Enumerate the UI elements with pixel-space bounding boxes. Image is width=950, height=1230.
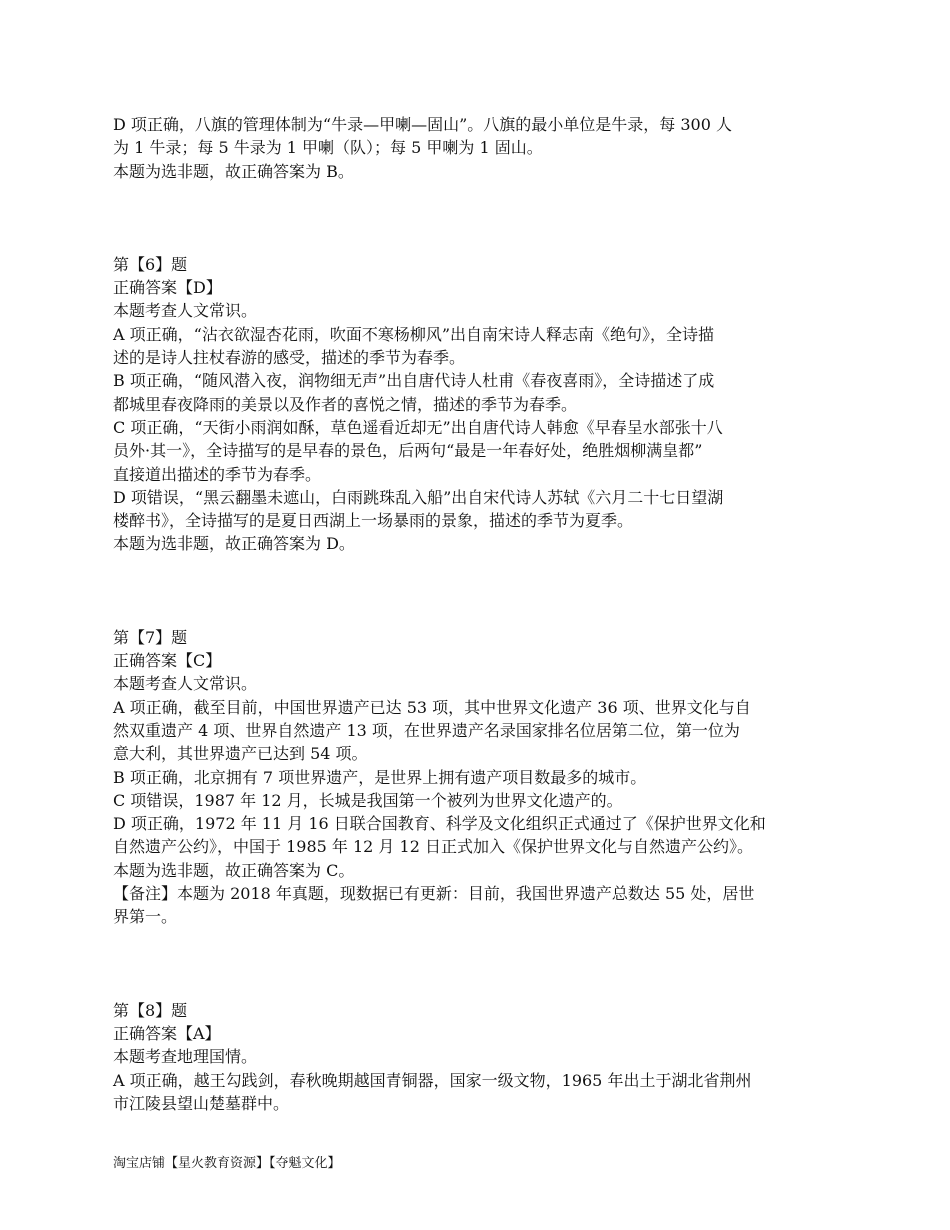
- correct-answer: 正确答案【A】: [113, 1023, 221, 1043]
- text-line: B 项正确，“随风潜入夜，润物细无声”出自唐代诗人杜甫《春夜喜雨》，全诗描述了成: [113, 371, 715, 391]
- question-6-section: [113, 253, 840, 556]
- question-8-section: [113, 999, 840, 1115]
- question-topic: 本题考查人文常识。: [113, 674, 258, 694]
- question-topic: 本题考查地理国情。: [113, 1047, 258, 1067]
- text-line: 直接道出描述的季节为春季。: [113, 464, 322, 484]
- question-title: 第【8】题: [113, 1000, 188, 1020]
- text-line: 自然遗产公约》，中国于 1985 年 12 月 12 日正式加入《保护世界文化与自然遗产公约》。: [113, 837, 753, 857]
- text-line: 本题为选非题，故正确答案为 B。: [113, 161, 354, 181]
- section-spacer: [113, 929, 840, 999]
- question-title: 第【6】题: [113, 254, 188, 274]
- note-line: 界第一。: [113, 907, 178, 927]
- text-line: 然双重遗产 4 项、世界自然遗产 13 项，在世界遗产名录国家排名位居第二位，第一位为: [113, 720, 740, 740]
- text-line: 本题为选非题，故正确答案为 D。: [113, 534, 355, 554]
- text-line: C 项错误，1987 年 12 月，长城是我国第一个被列为世界文化遗产的。: [113, 790, 623, 810]
- text-line: 楼醉书》，全诗描写的是夏日西湖上一场暴雨的景象，描述的季节为夏季。: [113, 511, 634, 531]
- text-line: 本题为选非题，故正确答案为 C。: [113, 860, 355, 880]
- text-line: 意大利，其世界遗产已达到 54 项。: [113, 744, 368, 764]
- text-line: D 项正确，八旗的管理体制为“牛录—甲喇—固山”。八旗的最小单位是牛录，每 300 人: [113, 115, 732, 134]
- text-line: 都城里春夜降雨的美景以及作者的喜悦之情，描述的季节为春季。: [113, 394, 578, 414]
- page-footer: 淘宝店铺【星火教育资源】【夺魁文化】: [113, 1156, 341, 1171]
- document-body: [113, 113, 840, 1115]
- text-line: A 项正确，“沾衣欲湿杏花雨，吹面不寒杨柳风”出自南宋诗人释志南《绝句》，全诗描: [113, 324, 715, 344]
- question-7-section: [113, 626, 840, 929]
- text-line: 述的是诗人拄杖春游的感受，描述的季节为春季。: [113, 348, 466, 368]
- text-line: D 项正确，1972 年 11 月 16 日联合国教育、科学及文化组织正式通过了《保护世界文化和: [113, 814, 766, 834]
- intro-section: [113, 113, 840, 183]
- text-line: 员外·其一》，全诗描写的是早春的景色，后两句“最是一年春好处，绝胜烟柳满皇都”: [113, 441, 703, 461]
- note-line: 【备注】本题为 2018 年真题，现数据已有更新：目前，我国世界遗产总数达 55 处，居世: [113, 884, 755, 904]
- text-line: 为 1 牛录；每 5 牛录为 1 甲喇（队）；每 5 甲喇为 1 固山。: [113, 138, 543, 158]
- correct-answer: 正确答案【C】: [113, 651, 222, 671]
- text-line: C 项正确，“天街小雨润如酥，草色遥看近却无”出自唐代诗人韩愈《早春呈水部张十八: [113, 417, 723, 437]
- text-line: D 项错误，“黑云翻墨未遮山，白雨跳珠乱入船”出自宋代诗人苏轼《六月二十七日望湖: [113, 487, 724, 507]
- section-spacer: [113, 183, 840, 253]
- question-topic: 本题考查人文常识。: [113, 301, 258, 321]
- correct-answer: 正确答案【D】: [113, 278, 222, 298]
- section-spacer: [113, 556, 840, 626]
- question-title: 第【7】题: [113, 627, 188, 647]
- text-line: 市江陵县望山楚墓群中。: [113, 1093, 290, 1113]
- text-line: A 项正确，越王勾践剑，春秋晚期越国青铜器，国家一级文物，1965 年出土于湖北省荆州: [113, 1070, 752, 1090]
- text-line: A 项正确，截至目前，中国世界遗产已达 53 项，其中世界文化遗产 36 项、世界文化与自: [113, 697, 751, 717]
- text-line: B 项正确，北京拥有 7 项世界遗产，是世界上拥有遗产项目数最多的城市。: [113, 767, 647, 787]
